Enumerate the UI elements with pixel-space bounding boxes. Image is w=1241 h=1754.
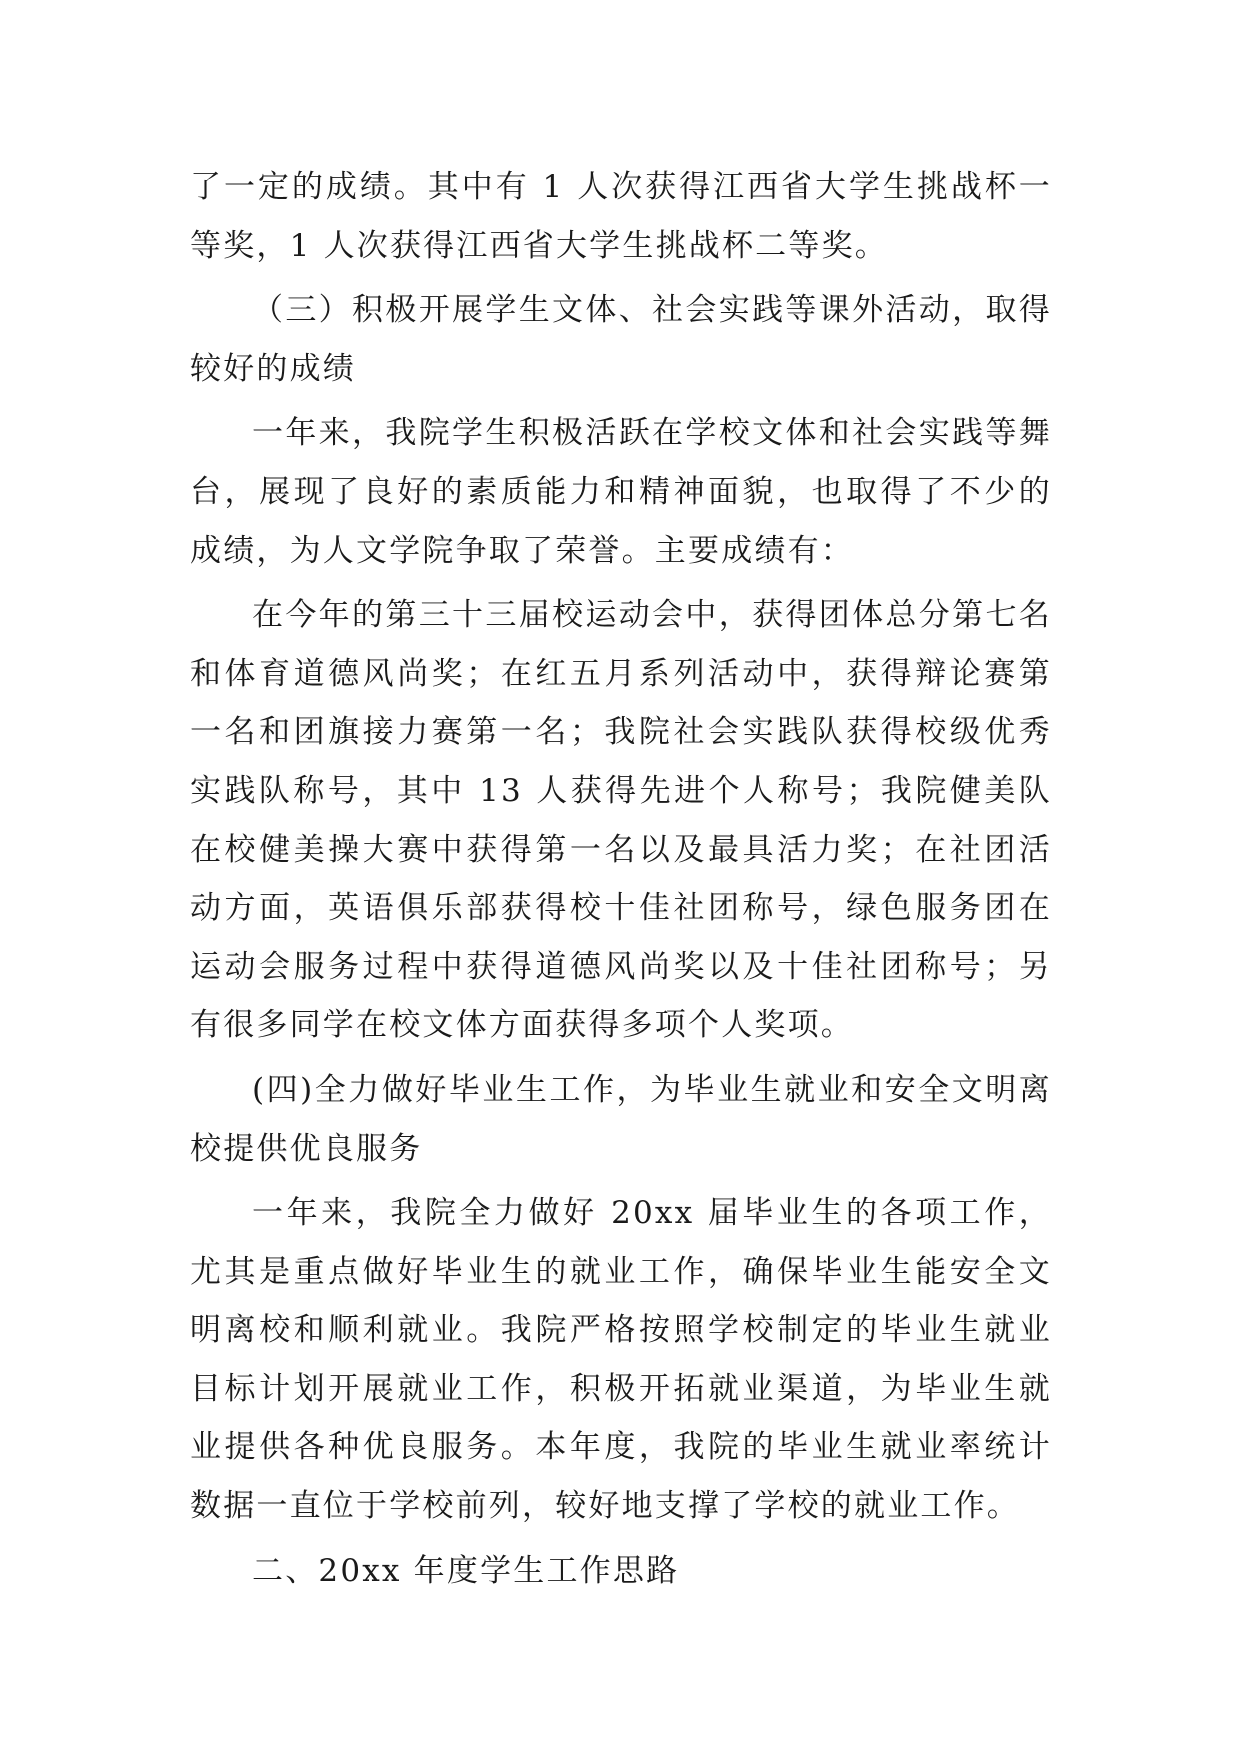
paragraph-activities-intro: 一年来，我院学生积极活跃在学校文体和社会实践等舞台，展现了良好的素质能力和精神面貌，也取得了不少的成绩，为人文学院争取了荣誉。主要成绩有： bbox=[190, 415, 1052, 569]
document-body bbox=[190, 158, 1052, 1600]
section-heading-graduates: (四)全力做好毕业生工作，为毕业生就业和安全文明离校提供优良服务 bbox=[190, 1071, 1052, 1167]
paragraph-graduates-details: 一年来，我院全力做好 20xx 届毕业生的各项工作，尤其是重点做好毕业生的就业工作，确保毕业生能安全文明离校和顺利就业。我院严格按照学校制定的毕业生就业目标计划开展就业工作，积极开拓就业渠道，为毕业生就业提供各种优良服务。本年度，我院的毕业生就业率统计数据一直位于学校前列，较好地支撑了学校的就业工作。 bbox=[190, 1195, 1052, 1525]
paragraph-award-results: 了一定的成绩。其中有 1 人次获得江西省大学生挑战杯一等奖，1 人次获得江西省大学生挑战杯二等奖。 bbox=[190, 169, 1052, 264]
paragraph-activities-details: 在今年的第三十三届校运动会中，获得团体总分第七名和体育道德风尚奖；在红五月系列活动中，获得辩论赛第一名和团旗接力赛第一名；我院社会实践队获得校级优秀实践队称号，其中 13 人获得先进个人称号；我院健美队在校健美操大赛中获得第一名以及最具活力奖；在社团活动方面，英语俱乐部获得校十佳社团称号，绿色服务团在运动会服务过程中获得道德风尚奖以及十佳社团称号；另有很多同学在校文体方面获得多项个人奖项。 bbox=[190, 597, 1052, 1044]
section-heading-work-plan: 二、20xx 年度学生工作思路 bbox=[252, 1552, 680, 1589]
section-heading-activities: （三）积极开展学生文体、社会实践等课外活动，取得较好的成绩 bbox=[190, 292, 1052, 387]
